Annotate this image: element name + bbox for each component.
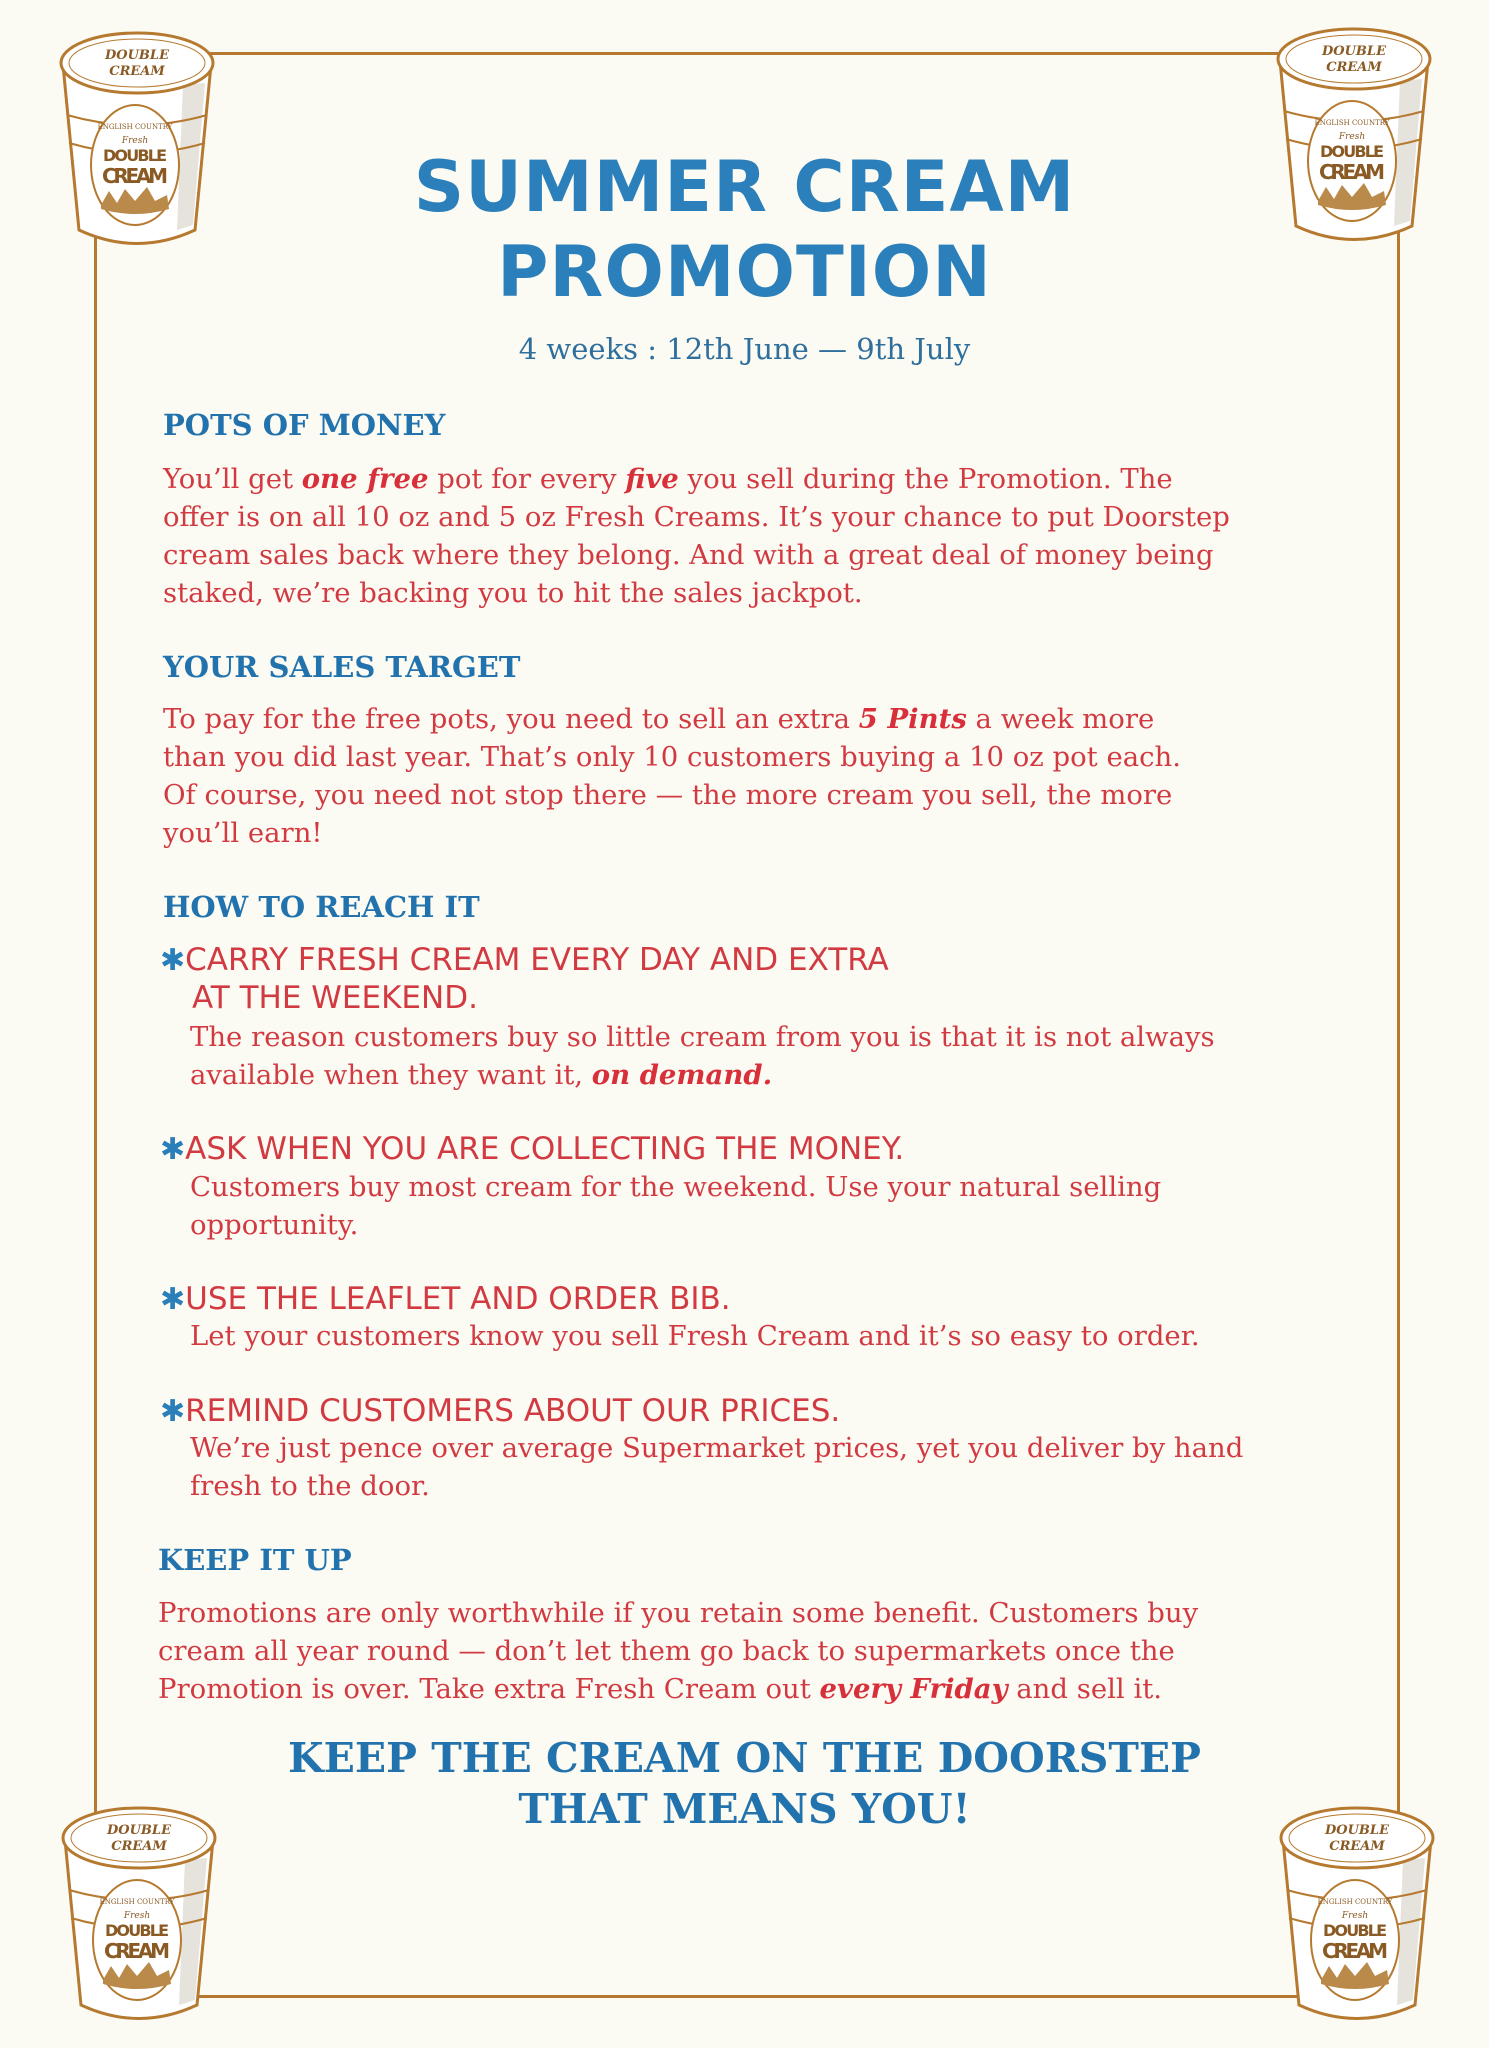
text-span: Promotion is over. Take extra Fresh Cream out	[158, 1673, 820, 1705]
text-span: Promotions are only worthwhile if you retain some benefit. Customers buy	[158, 1597, 1199, 1629]
svg-text:ENGLISH COUNTRY: ENGLISH COUNTRY	[99, 1898, 175, 1906]
body-text-line	[190, 1432, 1243, 1464]
svg-text:DOUBLE: DOUBLE	[1320, 142, 1384, 161]
text-span: The reason customers buy so little cream from you is that it is not always	[190, 1021, 1215, 1053]
svg-text:CREAM: CREAM	[1326, 60, 1382, 75]
asterisk-icon: ✱	[160, 1282, 186, 1317]
svg-text:CREAM: CREAM	[111, 1839, 167, 1854]
body-text-line	[190, 1171, 1161, 1203]
text-span: staked, we’re backing you to hit the sales jackpot.	[163, 577, 863, 609]
bullet-heading-text: AT THE WEEKEND.	[192, 980, 478, 1016]
body-text-line	[158, 1597, 1198, 1629]
svg-text:DOUBLE: DOUBLE	[1322, 44, 1386, 59]
svg-text:DOUBLE: DOUBLE	[107, 1823, 171, 1838]
svg-text:DOUBLE: DOUBLE	[105, 1921, 169, 1940]
text-span: We’re just pence over average Supermarket prices, yet you deliver by hand	[190, 1432, 1244, 1464]
body-text-line	[163, 703, 1154, 735]
bullet-heading-text: USE THE LEAFLET AND ORDER BIB.	[185, 1281, 731, 1317]
asterisk-icon: ✱	[160, 1394, 186, 1429]
section-heading: YOUR SALES TARGET	[163, 650, 521, 684]
body-text-line	[190, 1209, 358, 1241]
bullet-heading	[192, 980, 478, 1016]
text-span: you sell during the Promotion. The	[678, 463, 1173, 495]
body-text-line	[190, 1021, 1215, 1053]
text-span: Customers buy most cream for the weekend. Use your natural selling	[190, 1171, 1162, 1203]
text-span: offer is on all 10 oz and 5 oz Fresh Creams. It’s your chance to put Doorstep	[163, 501, 1230, 533]
svg-text:DOUBLE: DOUBLE	[103, 146, 167, 165]
svg-text:ENGLISH COUNTRY: ENGLISH COUNTRY	[97, 123, 173, 131]
section-heading: POTS OF MONEY	[163, 408, 446, 442]
body-text-line	[190, 1470, 430, 1502]
svg-text:Fresh: Fresh	[1338, 132, 1366, 142]
bullet-heading	[160, 1393, 840, 1429]
svg-text:CREAM: CREAM	[1329, 1839, 1385, 1854]
svg-text:CREAM: CREAM	[102, 164, 168, 188]
svg-text:CREAM: CREAM	[109, 64, 165, 79]
bullet-heading-text: CARRY FRESH CREAM EVERY DAY AND EXTRA	[185, 942, 889, 978]
svg-text:DOUBLE: DOUBLE	[1323, 1921, 1387, 1940]
cream-pot-illustration	[57, 1800, 221, 2028]
text-span: To pay for the free pots, you need to sell an extra	[163, 703, 859, 735]
text-span: fresh to the door.	[190, 1470, 430, 1502]
body-text-line	[158, 1635, 1175, 1667]
text-span: pot for every	[428, 463, 626, 495]
cream-pot-illustration	[55, 25, 219, 253]
emphasis-text: 5 Pints	[858, 703, 967, 735]
body-text-line	[163, 817, 322, 849]
bullet-heading	[160, 942, 889, 978]
text-span: and sell it.	[1007, 1673, 1163, 1705]
bullet-heading-text: REMIND CUSTOMERS ABOUT OUR PRICES.	[185, 1393, 841, 1429]
promotion-dates: 4 weeks : 12th June — 9th July	[518, 332, 971, 366]
bullet-heading	[160, 1131, 904, 1167]
cream-pot-illustration	[1275, 1800, 1439, 2028]
section-heading: HOW TO REACH IT	[163, 890, 480, 924]
asterisk-icon: ✱	[160, 1132, 186, 1167]
asterisk-icon: ✱	[160, 943, 186, 978]
section-heading: KEEP IT UP	[158, 1543, 352, 1577]
svg-text:Fresh: Fresh	[1341, 1911, 1369, 1921]
body-text-line	[190, 1059, 772, 1091]
bullet-heading	[160, 1281, 731, 1317]
svg-text:Fresh: Fresh	[121, 136, 149, 146]
body-text-line	[163, 501, 1230, 533]
svg-text:Fresh: Fresh	[123, 1911, 151, 1921]
svg-text:DOUBLE: DOUBLE	[1325, 1823, 1389, 1838]
emphasis-text: every Friday	[819, 1673, 1008, 1705]
cream-pot-illustration	[1272, 21, 1436, 249]
title-line-2: PROMOTION	[497, 231, 992, 313]
emphasis-text: five	[625, 463, 679, 495]
text-span: cream sales back where they belong. And with a great deal of money being	[163, 539, 1214, 571]
svg-text:CREAM: CREAM	[104, 1939, 170, 1963]
body-text-line	[163, 741, 1181, 773]
svg-text:CREAM: CREAM	[1319, 160, 1385, 184]
title-line-1: SUMMER CREAM	[413, 146, 1076, 228]
emphasis-text: one free	[301, 463, 429, 495]
footer-line-2: THAT MEANS YOU!	[518, 1785, 971, 1833]
text-span: Let your customers know you sell Fresh Cream and it’s so easy to order.	[190, 1320, 1200, 1352]
body-text-line	[163, 463, 1173, 495]
emphasis-text: on demand.	[591, 1059, 773, 1091]
text-span: you’ll earn!	[163, 817, 323, 849]
body-text-line	[158, 1673, 1162, 1705]
text-span: a week more	[966, 703, 1155, 735]
text-span: cream all year round — don’t let them go back to supermarkets once the	[158, 1635, 1175, 1667]
body-text-line	[163, 577, 863, 609]
text-span: than you did last year. That’s only 10 customers buying a 10 oz pot each.	[163, 741, 1181, 773]
text-span: You’ll get	[163, 463, 302, 495]
footer-line-1: KEEP THE CREAM ON THE DOORSTEP	[288, 1734, 1201, 1782]
bullet-heading-text: ASK WHEN YOU ARE COLLECTING THE MONEY.	[185, 1131, 905, 1167]
body-text-line	[163, 539, 1214, 571]
svg-text:ENGLISH COUNTRY: ENGLISH COUNTRY	[1317, 1898, 1393, 1906]
body-text-line	[163, 779, 1172, 811]
svg-text:DOUBLE: DOUBLE	[105, 48, 169, 63]
svg-text:CREAM: CREAM	[1322, 1939, 1388, 1963]
text-span: Of course, you need not stop there — the more cream you sell, the more	[163, 779, 1173, 811]
text-span: opportunity.	[190, 1209, 359, 1241]
text-span: available when they want it,	[190, 1059, 592, 1091]
svg-text:ENGLISH COUNTRY: ENGLISH COUNTRY	[1314, 119, 1390, 127]
body-text-line	[190, 1320, 1200, 1352]
